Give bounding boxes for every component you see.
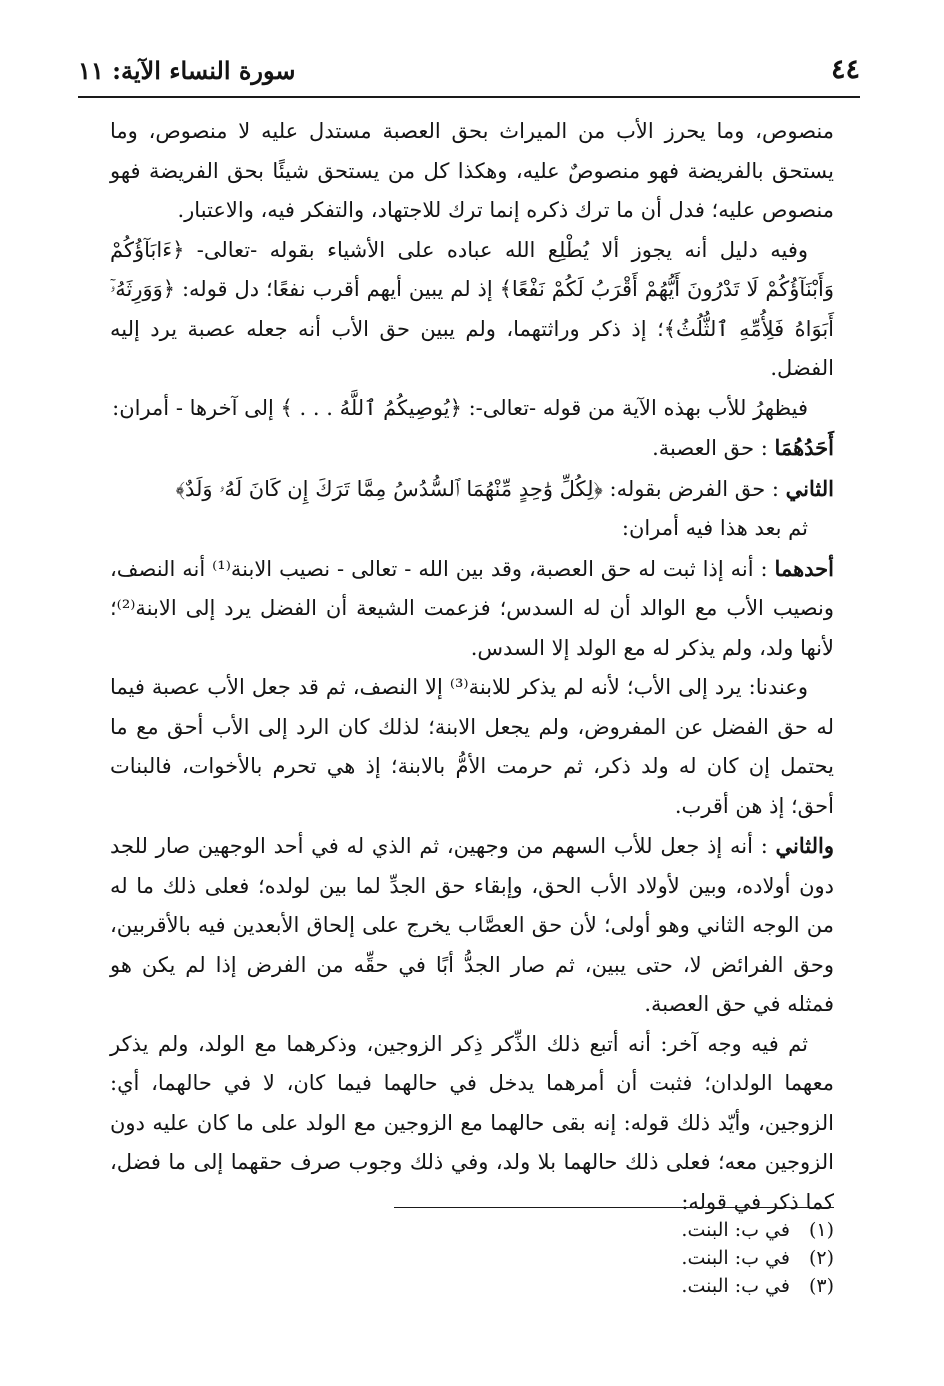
running-title: سورة النساء الآية: ١١	[78, 56, 296, 85]
paragraph	[110, 231, 834, 389]
paragraph	[110, 549, 834, 669]
page-header	[78, 52, 860, 98]
paragraph	[110, 1025, 834, 1223]
paragraph-lead: أحدهما	[774, 555, 834, 581]
paragraph-text: : أنه إذ جعل للأب السهم من وجهين، ثم الذي له في أحد الوجهين صار للجد دون أولاده، وبين لأولاد الأب الحق، وإبقاء حق الجدِّ لما بين لولده؛ فعلى ذلك ما له من الوجه الثاني وهو أولى؛ لأن حق العصَّاب يخرج على إلحاق الأبعدين فيه بالأقربين، وحق الفرائض لا، حتى يبين، ثم صار الجدُّ أبًا في حقِّه من الفرض إذا لم يكن هو فمثله في حق العصبة.	[110, 834, 834, 1016]
paragraph-text: وفيه دليل أنه يجوز ألا يُطْلِع الله عباده على الأشياء بقوله -تعالى- ﴿ءَابَآؤُكُمْ وَأَبْنَآؤُكُمْ لَا تَدْرُونَ أَيُّهُمْ أَقْرَبُ لَكُمْ نَفْعًا﴾ إذ لم يبين أيهم أقرب نفعًا؛ دل قوله: ﴿وَوَرِثَهُۥٓ أَبَوَاهُ فَلِأُمِّهِ ٱلثُّلُثُ﴾؛ إذ ذكر وراثتهما، ولم يبين حق الأب أنه جعله عصبة يرد إليه الفضل.	[110, 237, 834, 380]
paragraph-text: : أنه إذا ثبت له حق العصبة، وقد بين الله - تعالى - نصيب الابنة⁽¹⁾ أنه النصف، ونصيب الأب مع الوالد أن له السدس؛ فزعمت الشيعة أن الفضل يرد إلى الابنة⁽²⁾؛ لأنها ولد، ولم يذكر له مع الولد إلا السدس.	[110, 556, 834, 660]
footnote-number: (٣)	[808, 1275, 834, 1297]
paragraph	[110, 469, 834, 510]
footnote-number: (١)	[808, 1219, 834, 1241]
footnote	[110, 1272, 834, 1300]
paragraph-lead: والثاني	[775, 833, 834, 858]
paragraph	[110, 509, 834, 549]
paragraph	[110, 668, 834, 826]
paragraph-text: ثم بعد هذا فيه أمران:	[621, 516, 808, 540]
body-text	[110, 112, 834, 1222]
footnote-text: في ب: البنت.	[681, 1275, 790, 1297]
footnote-divider	[394, 1207, 834, 1208]
paragraph	[110, 826, 834, 1025]
paragraph	[110, 112, 834, 231]
paragraph-text: : حق العصبة.	[652, 436, 775, 460]
footnote-number: (٢)	[808, 1247, 834, 1269]
paragraph	[110, 428, 834, 469]
paragraph-text: ثم فيه وجه آخر: أنه أتبع ذلك الذِّكر ذِكر الزوجين، وذكرهما مع الولد، ولم يذكر معهما الولدان؛ فثبت أن أمرهما يدخل في حالهما فيما كان، لا في حالهما، أي: الزوجين، وأيّد ذلك قوله: إنه بقى حالهما مع الزوجين مع الولد على ما كان عليه دون الزوجين معه؛ فعلى ذلك حالهما بلا ولد، وفي ذلك وجوب صرف حقهما إلى ما فضل، كما ذكر في قوله:	[110, 1031, 835, 1214]
page-number: ٤٤	[830, 54, 860, 85]
paragraph-text: وعندنا: يرد إلى الأب؛ لأنه لم يذكر للابنة⁽³⁾ إلا النصف، ثم قد جعل الأب عصبة فيما له حق الفضل عن المفروض، ولم يجعل الابنة؛ لذلك كان الرد إلى الأب أحق مع ما يحتمل إن كان له ولد ذكر، ثم حرمت الأمُّ بالابنة؛ إذ هي تحرم بالأخوات، فالبنات أحق؛ إذ هن أقرب.	[110, 675, 834, 818]
paragraph-text: فيظهرُ للأب بهذه الآية من قوله -تعالى-: ﴿يُوصِيكُمُ ٱللَّهُ . . . ﴾ إلى آخرها - أمران:	[112, 395, 808, 420]
paragraph-text: : حق الفرض بقوله: ﴿لِكُلِّ وَٰحِدٍ مِّنْهُمَا ٱلسُّدُسُ مِمَّا تَرَكَ إِن كَانَ لَهُۥ وَلَدٌ﴾	[175, 476, 786, 501]
paragraph	[110, 389, 834, 429]
footnote-text: في ب: البنت.	[681, 1219, 790, 1241]
footnote	[110, 1244, 834, 1272]
footnotes	[110, 1216, 834, 1300]
paragraph-text: منصوص، وما يحرز الأب من الميراث بحق العصبة مستدل عليه لا منصوص، وما يستحق بالفريضة فهو منصوصٌ عليه، وهكذا كل من يستحق شيئًا بحق الفريضة فهو منصوص عليه؛ فدل أن ما ترك ذكره إنما ترك للاجتهاد، والتفكر فيه، والاعتبار.	[110, 119, 834, 222]
footnote	[110, 1216, 834, 1244]
paragraph-lead: أَحَدُهُمَا	[774, 435, 834, 460]
paragraph-lead: الثاني	[785, 475, 834, 501]
footnote-text: في ب: البنت.	[681, 1247, 790, 1269]
